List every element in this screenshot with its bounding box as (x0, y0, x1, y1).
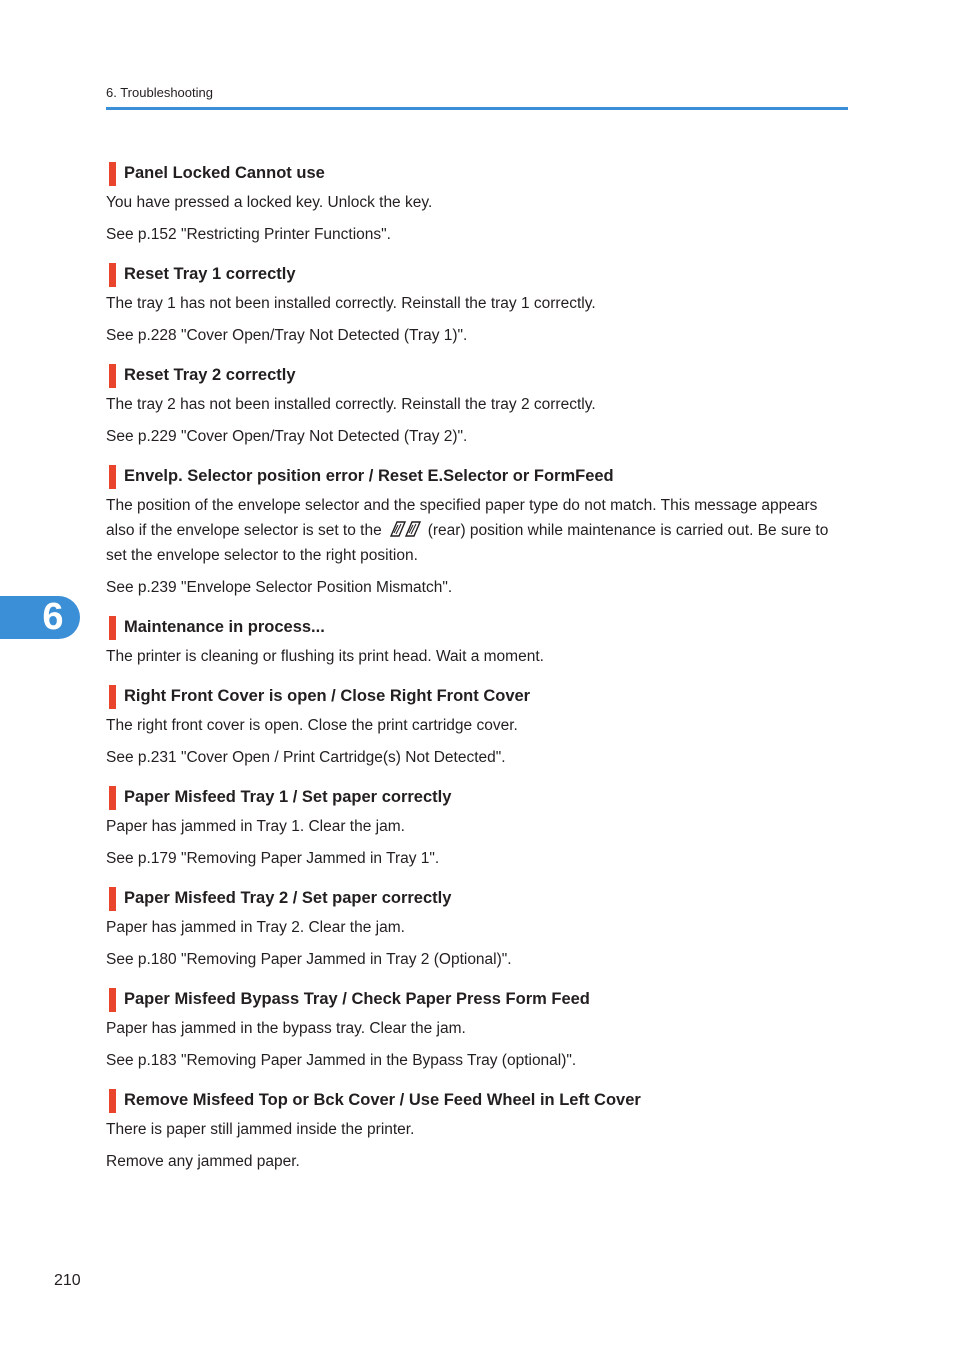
see-reference-link[interactable]: See p.152 "Restricting Printer Functions". (106, 226, 391, 243)
see-reference-link[interactable]: See p.183 "Removing Paper Jammed in the Bypass Tray (optional)". (106, 1052, 577, 1069)
heading-text: Paper Misfeed Tray 2 / Set paper correctly (124, 889, 452, 907)
message-description: Paper has jammed in Tray 1. Clear the jam. (106, 818, 405, 835)
message-description: Paper has jammed in Tray 2. Clear the jam. (106, 919, 405, 936)
message-entry (106, 885, 850, 972)
content (106, 160, 850, 1188)
see-reference-link[interactable]: See p.229 "Cover Open/Tray Not Detected (Tray 2)". (106, 428, 468, 445)
heading-marker (109, 263, 116, 287)
description-text-after-icon: (rear) position while maintenance is carried out. Be sure to set the envelope selector to the right position. (106, 522, 833, 564)
running-header: 6. Troubleshooting (106, 85, 213, 100)
heading-marker (109, 465, 116, 489)
message-description: You have pressed a locked key. Unlock the key. (106, 194, 433, 211)
envelope-selector-rear-icon (386, 520, 424, 538)
header-rule (106, 107, 848, 110)
see-reference-link[interactable]: See p.231 "Cover Open / Print Cartridge(s) Not Detected". (106, 749, 506, 766)
message-heading (106, 1087, 850, 1113)
message-entry (106, 614, 850, 669)
message-heading (106, 986, 850, 1012)
message-entry (106, 362, 850, 449)
message-description: The tray 1 has not been installed correctly. Reinstall the tray 1 correctly. (106, 295, 596, 312)
message-heading (106, 362, 850, 388)
heading-marker (109, 685, 116, 709)
message-heading (106, 614, 850, 640)
message-description: The right front cover is open. Close the print cartridge cover. (106, 717, 518, 734)
heading-marker (109, 988, 116, 1012)
heading-marker (109, 786, 116, 810)
heading-marker (109, 616, 116, 640)
message-heading (106, 261, 850, 287)
message-entry (106, 1087, 850, 1174)
message-heading (106, 463, 850, 489)
message-description (106, 493, 850, 568)
heading-marker (109, 887, 116, 911)
see-reference-link[interactable]: See p.180 "Removing Paper Jammed in Tray 2 (Optional)". (106, 951, 512, 968)
message-heading (106, 683, 850, 709)
message-heading (106, 784, 850, 810)
message-entry (106, 160, 850, 247)
heading-text: Envelp. Selector position error / Reset E.Selector or FormFeed (124, 467, 614, 485)
message-description: Remove any jammed paper. (106, 1153, 300, 1170)
chapter-tab: 6 (0, 596, 80, 639)
heading-text: Paper Misfeed Tray 1 / Set paper correctly (124, 788, 452, 806)
see-reference-link[interactable]: See p.239 "Envelope Selector Position Mismatch". (106, 579, 453, 596)
message-description: The tray 2 has not been installed correctly. Reinstall the tray 2 correctly. (106, 396, 596, 413)
heading-marker (109, 364, 116, 388)
heading-marker (109, 1089, 116, 1113)
message-entry (106, 261, 850, 348)
heading-text: Reset Tray 1 correctly (124, 265, 296, 283)
message-description: There is paper still jammed inside the printer. (106, 1121, 415, 1138)
description-text-before-icon: The position of the envelope selector and the specified paper type do not match. This message appears also if the envelope selector is set to the (106, 497, 822, 539)
see-reference-link[interactable]: See p.179 "Removing Paper Jammed in Tray 1". (106, 850, 440, 867)
heading-text: Maintenance in process... (124, 618, 325, 636)
see-reference-link[interactable]: See p.228 "Cover Open/Tray Not Detected (Tray 1)". (106, 327, 468, 344)
message-entry (106, 784, 850, 871)
heading-text: Right Front Cover is open / Close Right Front Cover (124, 687, 531, 705)
heading-text: Paper Misfeed Bypass Tray / Check Paper Press Form Feed (124, 990, 590, 1008)
heading-text: Panel Locked Cannot use (124, 164, 325, 182)
heading-text: Remove Misfeed Top or Bck Cover / Use Feed Wheel in Left Cover (124, 1091, 641, 1109)
message-description: The printer is cleaning or flushing its print head. Wait a moment. (106, 648, 544, 665)
message-entry (106, 683, 850, 770)
message-description: Paper has jammed in the bypass tray. Clear the jam. (106, 1020, 466, 1037)
message-heading (106, 160, 850, 186)
message-heading (106, 885, 850, 911)
heading-marker (109, 162, 116, 186)
heading-text: Reset Tray 2 correctly (124, 366, 296, 384)
message-entry (106, 986, 850, 1073)
page-number: 210 (54, 1272, 81, 1289)
message-entry (106, 463, 850, 600)
